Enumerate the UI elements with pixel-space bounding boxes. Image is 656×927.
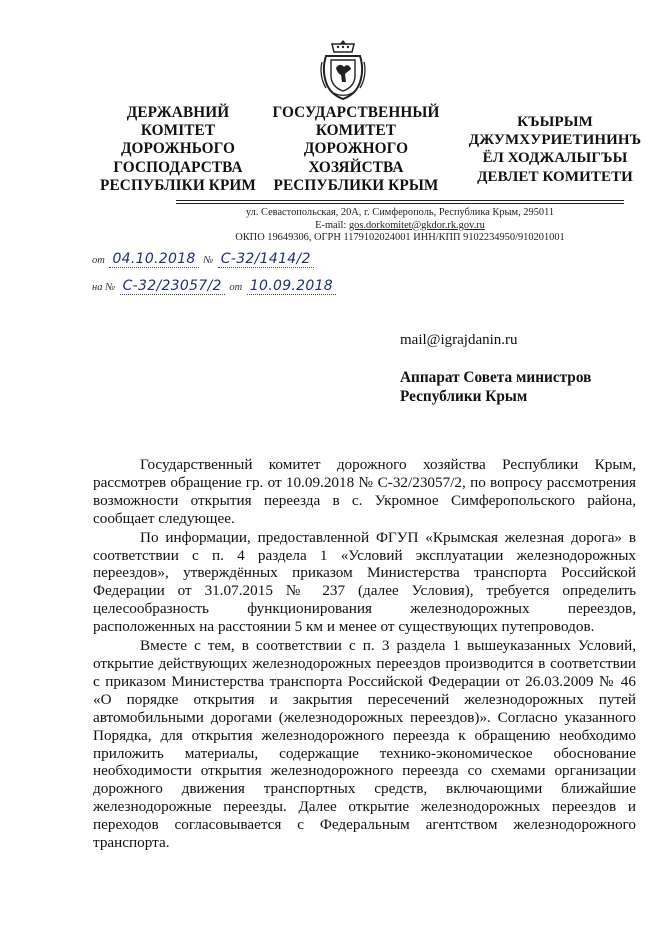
addressee-line: Республики Крым	[400, 387, 528, 405]
letter-body	[93, 456, 636, 852]
header-ru-line: РЕСПУБЛИКИ КРЫМ	[273, 176, 439, 194]
header-ct-line: ДЕВЛЕТ КОМИТЕТИ	[477, 168, 633, 185]
header-ru-line: ХОЗЯЙСТВА	[308, 158, 404, 176]
reply-date: 10.09.2018	[247, 278, 336, 295]
reply-number: С-32/23057/2	[120, 278, 225, 295]
outgoing-registration	[92, 251, 316, 268]
header-ua-line: РЕСПУБЛІКИ КРИМ	[100, 176, 256, 194]
header-ru-line: КОМИТЕТ	[315, 122, 397, 140]
address-email-line	[176, 220, 624, 233]
header-ukrainian	[88, 104, 268, 195]
reply-registration	[92, 278, 338, 295]
header-ua-line: КОМІТЕТ	[140, 122, 216, 140]
from-label: от	[92, 255, 105, 266]
body-paragraph: Вместе с тем, в соответствии с п. 3 раздела 1 вышеуказанных Условий, открытие действующих железнодорожных переездов производится в соответствии с приказом Министерства транспорта Российской Федерации от 26.03.2009 № 46 «О порядке открытия и закрытия пересечений железнодорожных путей автомобильными дорогами (железнодорожных переездов)». Согласно указанного Порядка, для открытия железнодорожного переезда к обращению необходимо приложить материалы, содержащие технико-экономическое обоснование необходимости открытия железнодорожного переезда со схемами организации дорожного движения транспортных средств, включающими ближайшие железнодорожные переезды. Далее открытие железнодорожных переездов и переходов согласовывается с Федеральным агентством железнодорожного транспорта.	[93, 637, 636, 852]
header-ru-line: ДОРОЖНОГО	[303, 140, 409, 158]
addressee-block	[400, 369, 591, 406]
coat-of-arms-emblem	[318, 38, 368, 100]
header-crimean-tatar	[466, 113, 644, 186]
header-ua-line: ДОРОЖНЬОГО	[120, 140, 236, 158]
header-divider	[176, 200, 624, 201]
body-paragraph: По информации, предоставленной ФГУП «Крымская железная дорога» в соответствии с п. 4 раздела 1 «Условий эксплуатации железнодорожных переездов», утверждённых приказом Министерства транспорта Российской Федерации от 31.07.2015 № 237 (далее Условия), требуется определить целесообразность функционирования железнодорожных переездов, расположенных на расстоянии 5 км и менее от существующих путепроводов.	[93, 528, 636, 636]
header-ua-line: ГОСПОДАРСТВА	[113, 158, 243, 176]
recipient-email: mail@igrajdanin.ru	[400, 332, 518, 348]
organization-email-link[interactable]: gos.dorkomitet@gkdor.rk.gov.ru	[348, 219, 485, 231]
reply-number-label: на №	[92, 282, 115, 293]
body-paragraph: Государственный комитет дорожного хозяйства Республики Крым, рассмотрев обращение гр. от 10.09.2018 № С-32/23057/2, по вопросу рассмотрения возможности открытия переезда в с. Укромное Симферопольского района, сообщает следующее.	[93, 456, 636, 527]
header-divider	[176, 203, 624, 204]
number-label: №	[203, 255, 214, 266]
header-ru-line: ГОСУДАРСТВЕННЫЙ	[272, 104, 440, 121]
registration-codes: ОКПО 19649306, ОГРН 1179102024001 ИНН/КПП 9102234950/910201001	[235, 232, 565, 243]
outgoing-date: 04.10.2018	[109, 251, 198, 268]
header-russian	[258, 104, 454, 195]
reply-from-label: от	[229, 282, 243, 293]
email-label: E-mail:	[315, 219, 347, 231]
header-ct-line: КЪЫРЫМ	[517, 114, 593, 130]
outgoing-number: С-32/1414/2	[218, 251, 314, 268]
header-ua-line: ДЕРЖАВНИЙ	[126, 104, 230, 121]
header-ct-line: ЁЛ ХОДЖАЛЫГЪЫ	[482, 150, 628, 167]
header-ct-line: ДЖУМХУРИЕТИНИНЪ	[468, 132, 642, 149]
addressee-line: Аппарат Совета министров	[400, 369, 592, 386]
address-line: ул. Севастопольская, 20А, г. Симферополь, Республика Крым, 295011	[245, 207, 555, 218]
organization-address	[176, 207, 624, 245]
